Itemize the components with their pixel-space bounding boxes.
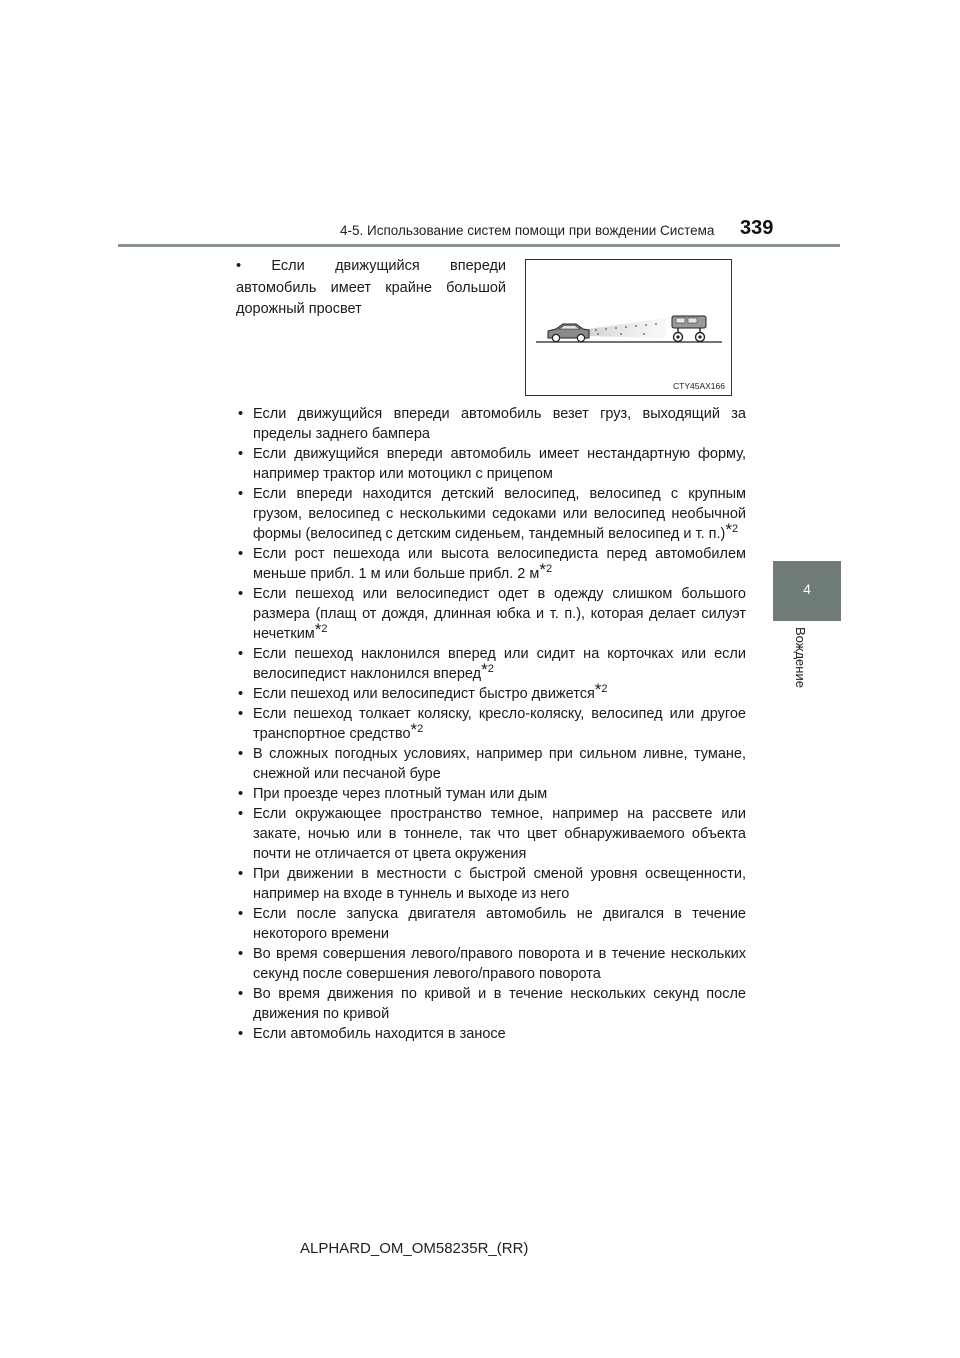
footnote-number: 2 (545, 563, 553, 576)
list-item-text: Если пешеход или велосипедист быстро движется (253, 686, 595, 702)
chapter-number: 4 (803, 581, 811, 597)
list-item (236, 404, 746, 444)
list-item-text: Если автомобиль находится в заносе (253, 1026, 506, 1042)
list-item (236, 544, 746, 584)
figure-code: CTY45AX166 (673, 381, 725, 391)
list-item (236, 944, 746, 984)
list-item (236, 864, 746, 904)
condition-list (236, 404, 746, 1044)
list-item (236, 744, 746, 784)
list-item (236, 1024, 746, 1044)
header-divider (118, 244, 840, 247)
footnote-reference (481, 660, 494, 680)
list-item-text: Если пешеход наклонился вперед или сидит на корточках или если велосипедист наклонился вперед (253, 646, 746, 682)
list-item (236, 644, 746, 684)
list-item (236, 680, 746, 704)
lifted-vehicle-icon (672, 316, 706, 342)
list-item-text: Если после запуска двигателя автомобиль не двигался в течение некоторого времени (253, 906, 746, 942)
list-item (236, 444, 746, 484)
list-item-text: Если окружающее пространство темное, например на рассвете или закате, ночью или в тоннеле, так что цвет обнаруживаемого объекта почти не отличается от цвета окружения (253, 806, 746, 862)
radar-beam (581, 318, 666, 338)
section-title: 4-5. Использование систем помощи при вождении Система (340, 223, 715, 238)
list-item-text: Если движущийся впереди автомобиль имеет нестандартную форму, например трактор или мотоцикл с прицепом (253, 446, 746, 482)
list-item-text: Если впереди находится детский велосипед, велосипед с крупным грузом, велосипед с несколькими седоками или велосипед необычной формы (велосипед с детским сиденьем, тандемный велосипед и т. п.) (253, 486, 746, 542)
list-item-text: Если пешеход или велосипедист одет в одежду слишком большого размера (плащ от дождя, длинная юбка и т. п.), которая делает силуэт нечетким (253, 586, 746, 642)
own-car-icon (548, 324, 589, 342)
footnote-star: * (410, 720, 418, 740)
list-item (236, 804, 746, 864)
page-number: 339 (740, 217, 774, 239)
list-item-text: При проезде через плотный туман или дым (253, 786, 548, 802)
footnote-star: * (539, 560, 546, 580)
list-item-text: Если рост пешехода или высота велосипедиста перед автомобилем меньше прибл. 1 м или больше прибл. 2 м (253, 546, 746, 582)
list-item (236, 784, 746, 804)
intro-list-item: • Если движущийся впереди автомобиль имеет крайне большой дорожный просвет (236, 258, 506, 317)
list-item (236, 904, 746, 944)
list-item-text: При движении в местности с быстрой сменой уровня освещенности, например на входе в туннель и выходе из него (253, 866, 746, 902)
radar-detection-diagram (526, 260, 731, 395)
list-item (236, 984, 746, 1024)
footnote-number: 2 (321, 623, 328, 636)
list-item (236, 484, 746, 544)
footnote-reference (725, 520, 739, 540)
list-item-text: Если движущийся впереди автомобиль везет груз, выходящий за пределы заднего бампера (253, 406, 746, 442)
footnote-number: 2 (731, 523, 739, 536)
footnote-reference (314, 620, 328, 640)
footnote-star: * (594, 680, 602, 700)
footnote-number: 2 (487, 663, 494, 676)
chapter-label: Вождение (793, 627, 808, 688)
footnote-star: * (314, 620, 322, 640)
list-item (236, 584, 746, 644)
footnote-number: 2 (417, 723, 424, 736)
list-item (236, 704, 746, 744)
list-item-text: Во время движения по кривой и в течение нескольких секунд после движения по кривой (253, 986, 746, 1022)
footnote-star: * (481, 660, 488, 680)
footnote-star: * (725, 520, 732, 540)
vehicle-illustration (525, 259, 732, 396)
list-item-text: Если пешеход толкает коляску, кресло-коляску, велосипед или другое транспортное средство (253, 706, 746, 742)
footnote-number: 2 (601, 683, 608, 696)
list-item-text: В сложных погодных условиях, например при сильном ливне, тумане, снежной или песчаной буре (253, 746, 746, 782)
footnote-reference (539, 560, 553, 580)
list-item-text: Во время совершения левого/правого поворота и в течение нескольких секунд после совершения левого/правого поворота (253, 946, 746, 982)
footnote-reference (594, 680, 608, 700)
document-code: ALPHARD_OM_OM58235R_(RR) (300, 1240, 529, 1257)
chapter-tab (773, 561, 841, 621)
footnote-reference (410, 720, 424, 740)
